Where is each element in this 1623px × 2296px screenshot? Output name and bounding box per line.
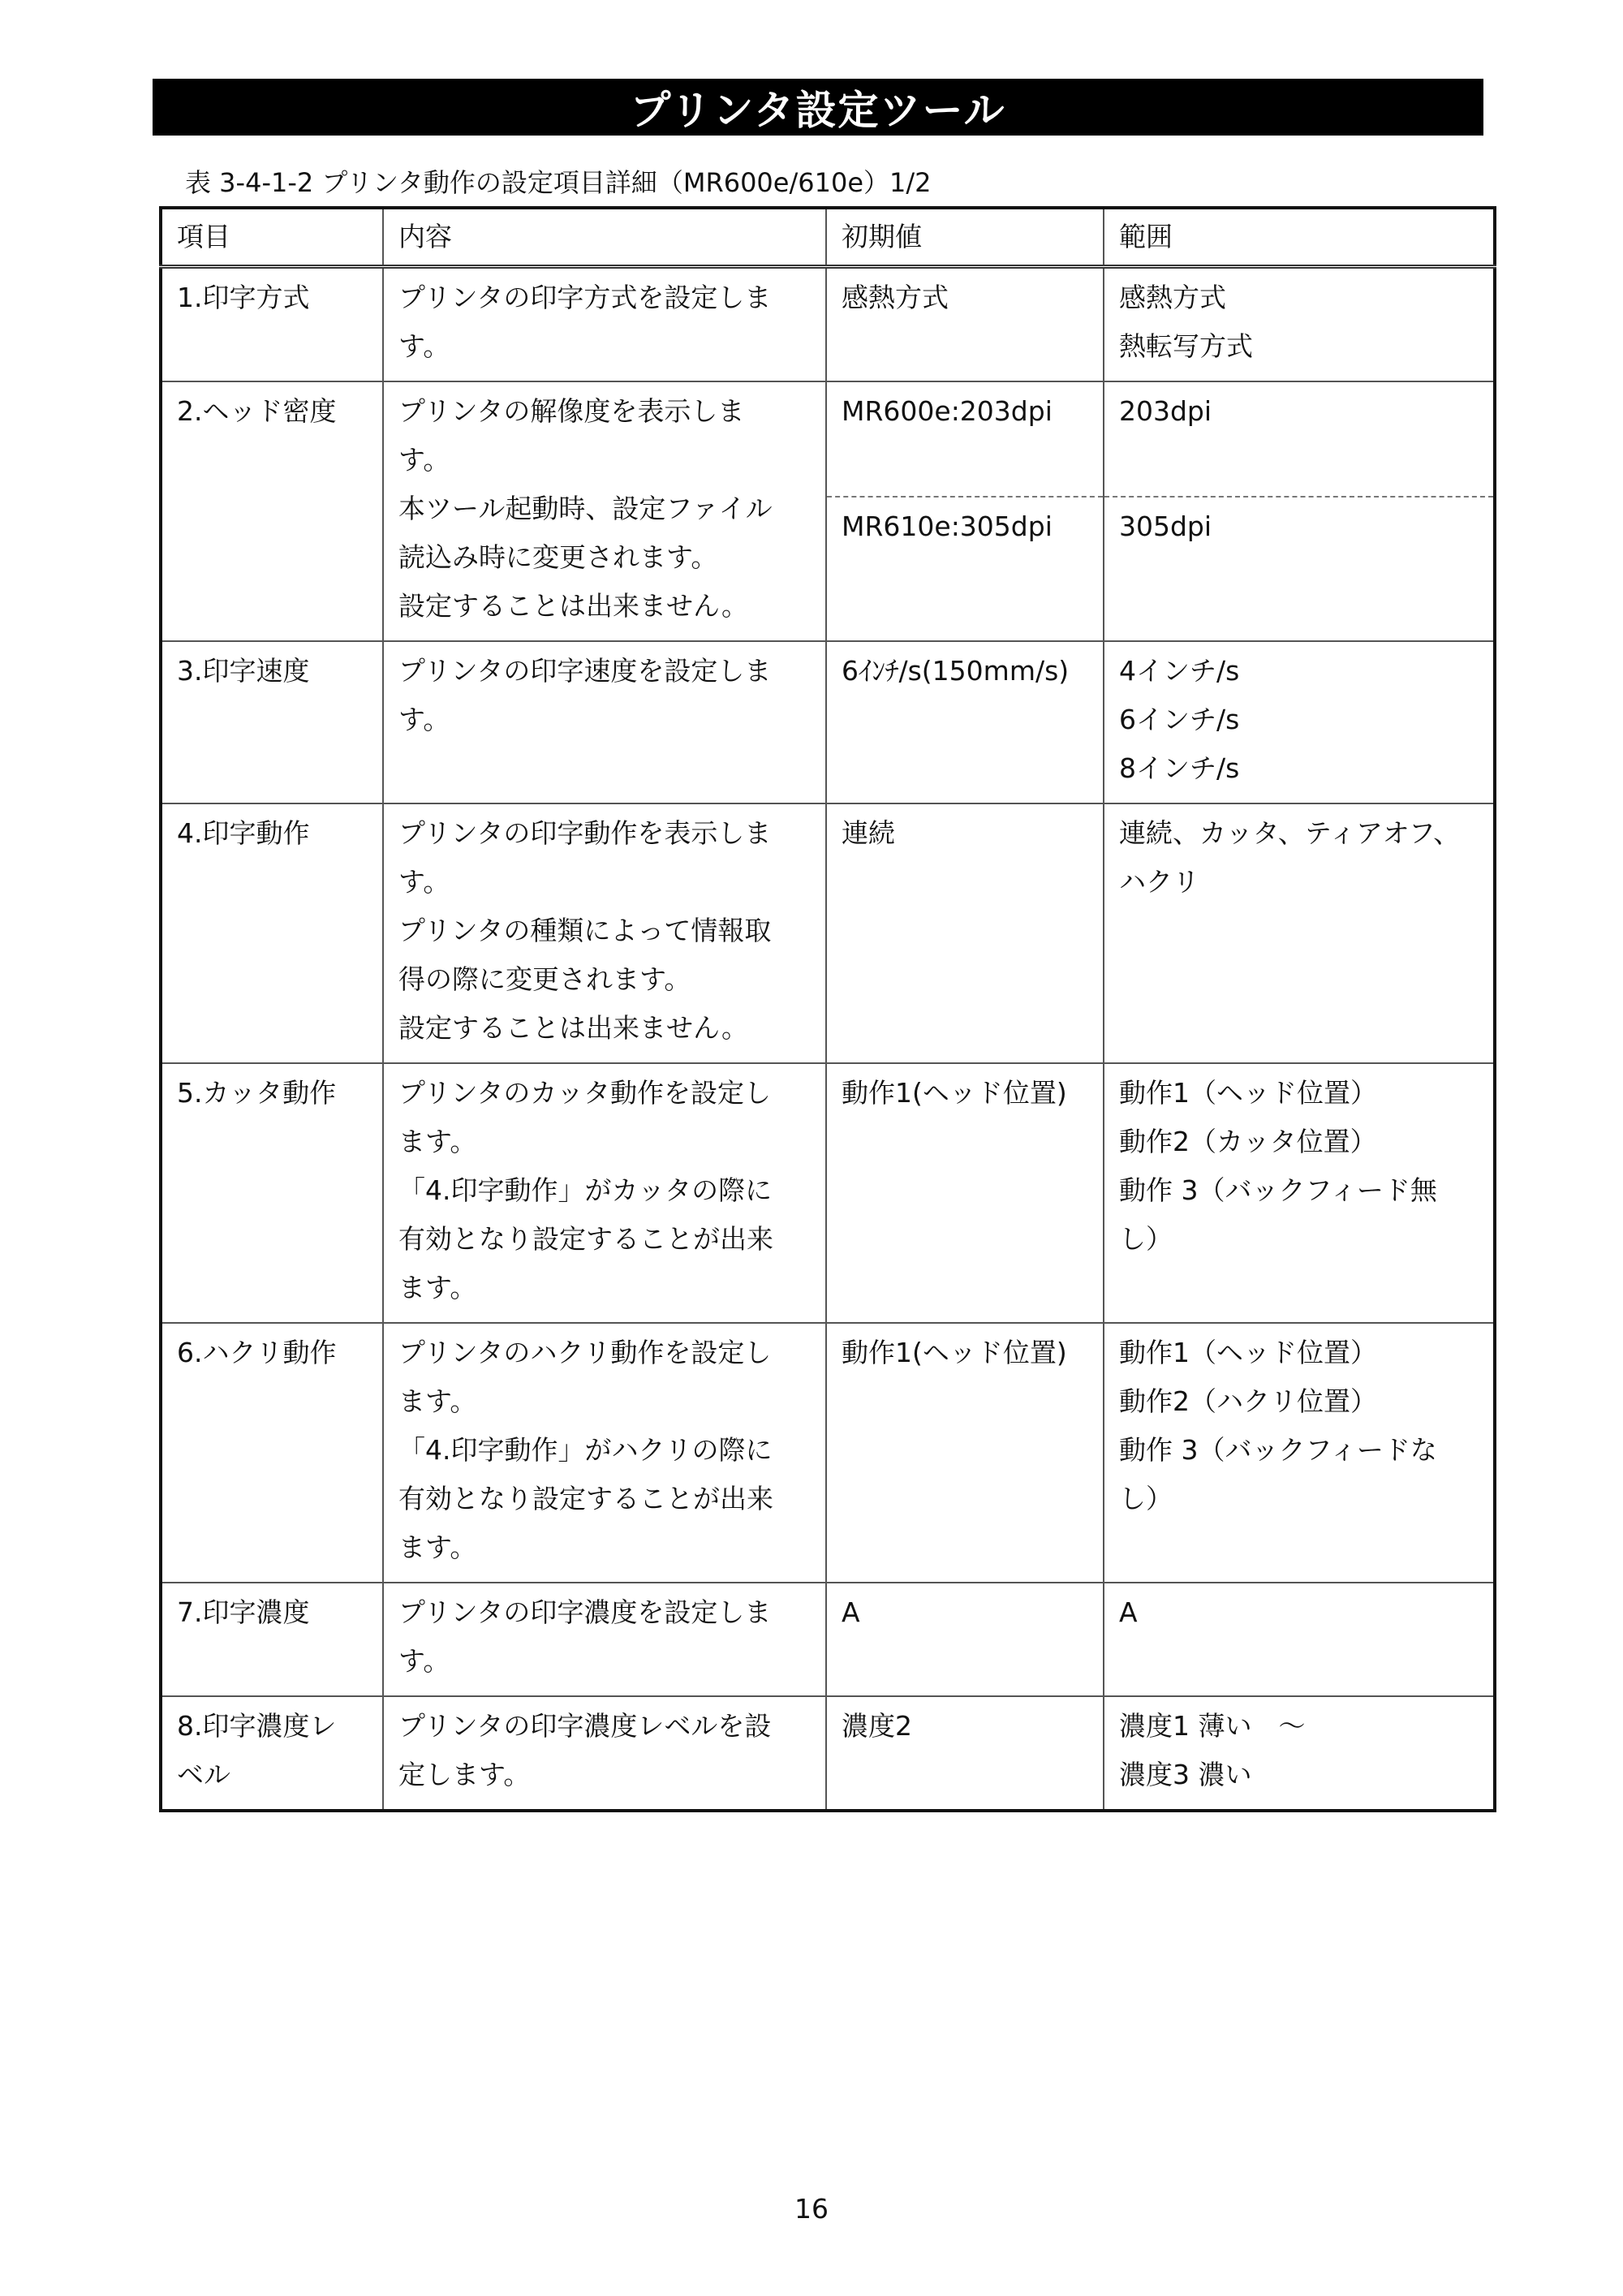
item-cell: [161, 1583, 383, 1696]
item-cell-line: 7.印字濃度: [177, 1596, 310, 1628]
range-cell-line: し）: [1119, 1223, 1173, 1255]
default-cell: [826, 803, 1104, 1063]
content-cell-line: 読込み時に変更されます。: [398, 541, 718, 573]
table-caption: 表 3-4-1-2 プリンタ動作の設定項目詳細（MR600e/610e）1/2: [185, 167, 932, 198]
content-cell: [383, 803, 826, 1063]
default-cell-line: 動作1(ヘッド位置): [842, 1077, 1067, 1109]
range-cell: [1104, 1063, 1495, 1323]
default-cell: [826, 1323, 1104, 1583]
range-cell-line: し）: [1119, 1483, 1173, 1514]
content-cell: [383, 1063, 826, 1323]
column-header-item: 項目: [161, 208, 383, 267]
column-header-range: 範囲: [1104, 208, 1495, 267]
range-cell: [1104, 1696, 1495, 1811]
table-row: [161, 1696, 1495, 1811]
range-cell-line: 4インチ/s: [1119, 655, 1240, 687]
table-row: [161, 267, 1495, 382]
range-cell-line: 感熱方式: [1119, 282, 1226, 313]
content-cell-line: プリンタのカッタ動作を設定し: [398, 1077, 772, 1109]
table-row: [161, 1583, 1495, 1696]
content-cell: [383, 381, 826, 641]
range-cell-line: 8インチ/s: [1119, 752, 1240, 784]
content-cell-line: プリンタの種類によって情報取: [398, 915, 772, 946]
table-body: [161, 208, 1495, 1811]
content-cell-line: ます。: [398, 1272, 477, 1303]
content-cell: [383, 641, 826, 803]
item-cell: [161, 1696, 383, 1811]
content-cell-line: ます。: [398, 1126, 477, 1157]
item-cell-line: 2.ヘッド密度: [177, 395, 337, 427]
range-cell-line: 動作2（ハクリ位置）: [1119, 1385, 1377, 1417]
content-cell-line: 設定することは出来ません。: [398, 1012, 748, 1044]
range-cell: [1104, 1323, 1495, 1583]
range-cell: 203dpi: [1104, 381, 1495, 497]
range-cell: [1104, 803, 1495, 1063]
range-cell-line: 動作1（ヘッド位置）: [1119, 1337, 1377, 1368]
content-cell-line: プリンタのハクリ動作を設定し: [398, 1337, 772, 1368]
default-cell-line: 濃度2: [842, 1710, 912, 1742]
range-cell-line: 熱転写方式: [1119, 330, 1253, 362]
table-row: [161, 641, 1495, 803]
table-header-row: [161, 208, 1495, 267]
range-cell: [1104, 641, 1495, 803]
range-cell: [1104, 1583, 1495, 1696]
range-cell-line: 濃度1 薄い ～: [1119, 1710, 1306, 1742]
content-cell-line: 得の際に変更されます。: [398, 963, 691, 995]
item-cell: [161, 381, 383, 641]
page-header-bar: [153, 79, 1483, 136]
item-cell-line: 3.印字速度: [177, 655, 310, 687]
content-cell: [383, 267, 826, 382]
range-cell-line: A: [1119, 1596, 1138, 1628]
page-number: 16: [794, 2193, 829, 2225]
content-cell-line: 有効となり設定することが出来: [398, 1223, 773, 1255]
default-cell: MR610e:305dpi: [826, 497, 1104, 641]
default-cell-line: 6ｲﾝﾁ/s(150mm/s): [842, 655, 1070, 687]
range-cell-line: 動作2（カッタ位置）: [1119, 1126, 1377, 1157]
range-cell-line: 濃度3 濃い: [1119, 1759, 1252, 1790]
page-title: プリンタ設定ツール: [630, 87, 1006, 134]
content-cell: [383, 1696, 826, 1811]
range-cell-line: 動作 3（バックフィード無: [1119, 1174, 1437, 1206]
item-cell: [161, 803, 383, 1063]
default-cell-line: 連続: [842, 817, 895, 849]
default-cell: [826, 1696, 1104, 1811]
printer-settings-table: [159, 206, 1496, 1812]
item-cell: [161, 267, 383, 382]
content-cell-line: プリンタの印字濃度レベルを設: [398, 1710, 772, 1742]
default-cell-line: 感熱方式: [842, 282, 949, 313]
default-cell: [826, 641, 1104, 803]
default-cell: [826, 1583, 1104, 1696]
content-cell-line: プリンタの印字動作を表示しま: [398, 817, 772, 849]
item-cell-line: 1.印字方式: [177, 282, 310, 313]
content-cell-line: 有効となり設定することが出来: [398, 1483, 773, 1514]
range-cell: [1104, 267, 1495, 382]
content-cell-line: す。: [398, 330, 450, 362]
content-cell-line: プリンタの印字方式を設定しま: [398, 282, 772, 313]
content-cell-line: プリンタの解像度を表示しま: [398, 395, 745, 427]
content-cell-line: 「4.印字動作」がカッタの際に: [398, 1174, 773, 1206]
column-header-content: 内容: [383, 208, 826, 267]
table-row: [161, 381, 1495, 497]
content-cell-line: 本ツール起動時、設定ファイル: [398, 493, 773, 524]
item-cell: [161, 641, 383, 803]
range-cell-line: 動作1（ヘッド位置）: [1119, 1077, 1377, 1109]
content-cell-line: 設定することは出来ません。: [398, 590, 748, 622]
content-cell-line: プリンタの印字濃度を設定しま: [398, 1596, 772, 1628]
content-cell-line: す。: [398, 1645, 450, 1677]
content-cell-line: 定します。: [398, 1759, 531, 1790]
item-cell: [161, 1323, 383, 1583]
content-cell-line: す。: [398, 704, 450, 735]
table-row: [161, 803, 1495, 1063]
content-cell-line: す。: [398, 444, 450, 476]
default-cell: [826, 267, 1104, 382]
range-cell-line: 6インチ/s: [1119, 704, 1240, 735]
range-cell-line: 動作 3（バックフィードな: [1119, 1434, 1437, 1466]
content-cell: [383, 1323, 826, 1583]
content-cell-line: プリンタの印字速度を設定しま: [398, 655, 772, 687]
content-cell-line: す。: [398, 866, 450, 898]
table-row: [161, 1063, 1495, 1323]
content-cell-line: ます。: [398, 1531, 477, 1563]
item-cell-line: 4.印字動作: [177, 817, 310, 849]
table-row: [161, 1323, 1495, 1583]
range-cell-line: ハクリ: [1119, 866, 1199, 898]
item-cell-line: 5.カッタ動作: [177, 1077, 337, 1109]
default-cell-line: 動作1(ヘッド位置): [842, 1337, 1067, 1368]
content-cell-line: ます。: [398, 1385, 477, 1417]
item-cell: [161, 1063, 383, 1323]
range-cell-line: 連続、カッタ、ティアオフ、: [1119, 817, 1461, 849]
default-cell: [826, 1063, 1104, 1323]
item-cell-line: ベル: [177, 1759, 230, 1790]
content-cell-line: 「4.印字動作」がハクリの際に: [398, 1434, 773, 1466]
column-header-default: 初期値: [826, 208, 1104, 267]
content-cell: [383, 1583, 826, 1696]
item-cell-line: 6.ハクリ動作: [177, 1337, 337, 1368]
item-cell-line: 8.印字濃度レ: [177, 1710, 337, 1742]
range-cell: 305dpi: [1104, 497, 1495, 641]
default-cell-line: A: [842, 1596, 860, 1628]
default-cell: MR600e:203dpi: [826, 381, 1104, 497]
